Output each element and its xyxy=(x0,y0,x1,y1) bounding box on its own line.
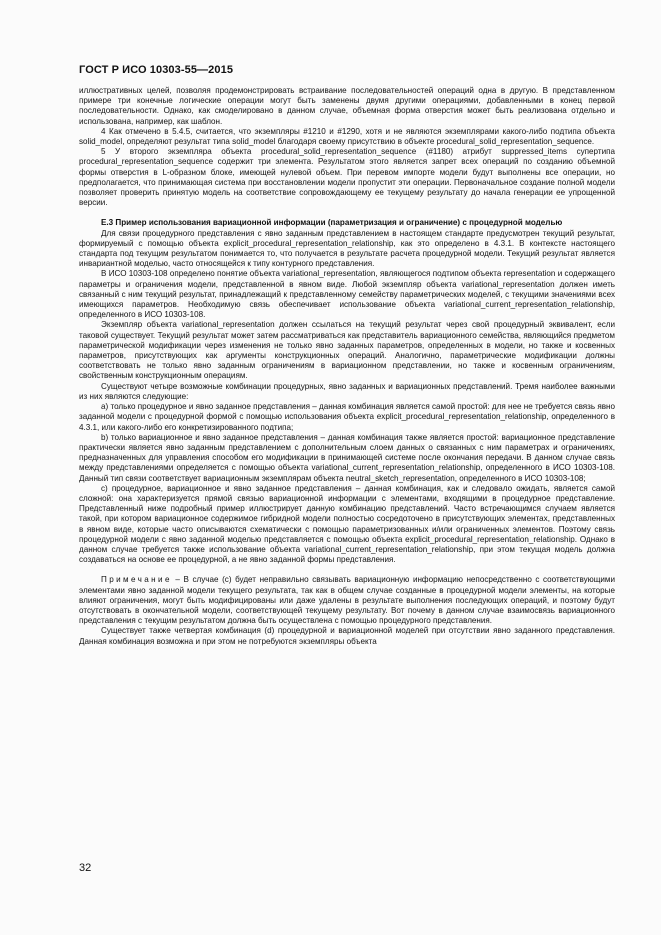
paragraph-current-result: Для связи процедурного представления с явно заданным представлением в настоящем стандарте предусмотрен текущий результат, формируемый с помощью объекта explicit_procedural_representation_relationship, как это определено в 4.3.1. В контексте настоящего стандарта под текущим результатом понимается то, что получается в результате расчета процедурной модели. Текущий результат является инвариантной моделью, часто относящейся к типу контурного представления. xyxy=(79,228,615,269)
note-text: – В случае (с) будет неправильно связывать вариационную информацию непосредственно с соответствующими элементами явно заданной модели текущего результата, так как в общем случае созданные в процедурной модели элементы, на которые влияют ограничения, могут быть модифицированы или даже удалены в результате выполнения последующих операций, и поэтому будут отсутствовать в окончательной модели, соответствующей текущему результату. Вот почему в данном случае взаимосвязь вариационного представления с текущим результатом должна быть осуществлена с помощью процедурного представления. xyxy=(79,575,615,626)
note-paragraph xyxy=(79,575,615,626)
document-header: ГОСТ Р ИСО 10303-55—2015 xyxy=(79,64,234,76)
paragraph-intro: иллюстративных целей, позволяя продемонстрировать встраивание последовательностей операций одна в другую. В представленном примере три конечные логические операции могут быть заменены двумя другими операциями, добавленными в конец первой последовательности. Однако, как смоделировано в данном случае, объемная форма отверстия может быть реализована отдельно и использована, например, как шаблон. xyxy=(79,86,615,126)
section-heading-e3: Е.3 Пример использования вариационной информации (параметризация и ограничение) с процедурной моделью xyxy=(101,218,563,228)
paragraph-fourth-combination: Существует также четвертая комбинация (d) процедурной и вариационной моделей при отсутствии явно заданного представления. Данная комбинация возможна и при этом не потребуются экземпляры объекта xyxy=(79,626,615,646)
page-number: 32 xyxy=(79,862,92,874)
list-item-b: b) только вариационное и явно заданное представления – данная комбинация также является простой: вариационное представление практически является явно заданным представлением с дополнительным слоем данных о связанных с ним параметрах и ограничениях, предназначенных для управления способом его модификации в принимающей системе после окончания передачи. В данном случае связь между представлениями определяется с помощью объекта variational_current_representation_relationship, определенного в ИСО 10303-108. Данный тип связи соответствует вариационным экземплярам объекта neutral_sketch_representation, определенного в ИСО 10303-108; xyxy=(79,432,615,483)
note-label: Примечание xyxy=(101,575,172,585)
paragraph-note-5: 5 У второго экземпляра объекта procedural_solid_representation_sequence (#1180) атрибут suppressed_items супертипа procedural_representation_sequence содержит три элемента. Результатом этого является запрет всех операций по созданию объемной формы отверстия в L-образном блоке, имеющей нулевой объем. При перевом импорте модели будут выполнены все операции, но предполагается, что принимающая система при восстановлении модели пропустит эти операции. Первоначальное создание полной модели позволяет проверить принятую модель на соответствие сопровождающему ее текущему результату до начала генерации ее упрощенной версии. xyxy=(79,147,615,208)
paragraph-note-4: 4 Как отмечено в 5.4.5, считается, что экземпляры #1210 и #1290, хотя и не являются экземплярами какого-либо подтипа объекта solid_model, определяют результат типа solid_model благодаря своему присутствию в объекте procedural_solid_representation_sequence. xyxy=(79,126,615,147)
list-item-c: с) процедурное, вариационное и явно заданное представления – данная комбинация, как и следовало ожидать, является самой сложной: она характеризуется прямой связью вариационной информации с элементами, входящими в процедурное представление. Представленный ниже подробный пример иллюстрирует данную комбинацию представлений. Часто встречающимся случаем является такой, при котором вариационное содержимое гибридной модели полностью сосредоточено в присутствующих элементах, представленных в явном виде, которые часто описываются схематически с помощью параметризованных и/или ограниченных элементов. Поэтому связь процедурной модели с явно заданной моделью представляется с помощью объекта explicit_procedural_representation_relationship. Однако в данном случае требуется также использование объекта variational_current_representation_relationship, при этом текущая модель должна создаваться на основе ее процедурной, а не явно заданной формы представления. xyxy=(79,483,615,565)
list-item-a: а) только процедурное и явно заданное представления – данная комбинация является самой простой: для нее не требуется связь явно заданной модели с процедурной формой с помощью использования объекта explicit_procedural_representation_relationship, определенного в 4.3.1, или какого-либо его конкретизированного подтипа; xyxy=(79,402,615,432)
paragraph-instance-reference: Экземпляр объекта variational_representation должен ссылаться на текущий результат через свой процедурный эквивалент, если таковой существует. Текущий результат может затем рассматриваться как представитель вариационного семейства, являющийся предметом параметрической модификации через изменения не только явно заданных параметров, определенных в модели, но также и косвенных параметров, присутствующих как аргументы конструкционных операций. Аналогично, параметрические модификации должны соответствовать не только явно заданным ограничениям в вариационном представлении, но также и косвенным ограничениям, свойственным конструкционным операциям. xyxy=(79,320,615,381)
paragraph-combinations-intro: Существуют четыре возможные комбинации процедурных, явно заданных и вариационных представлений. Тремя наиболее важными из них являются следующие: xyxy=(79,381,615,401)
document-body xyxy=(79,86,615,647)
paragraph-variational-representation: В ИСО 10303-108 определено понятие объекта variational_representation, являющегося подтипом объекта representation и содержащего параметры и ограничения модели, представленной в явном виде. Любой экземпляр объекта variational_representation должен иметь связанный с ним текущий результат, принадлежащий к представленному семейству параметрических моделей, с текущими значениями всех имеющихся параметров. Необходимую связь обеспечивает использование объекта variational_current_representation_relationship, определенного в ИСО 10303-108. xyxy=(79,269,615,320)
